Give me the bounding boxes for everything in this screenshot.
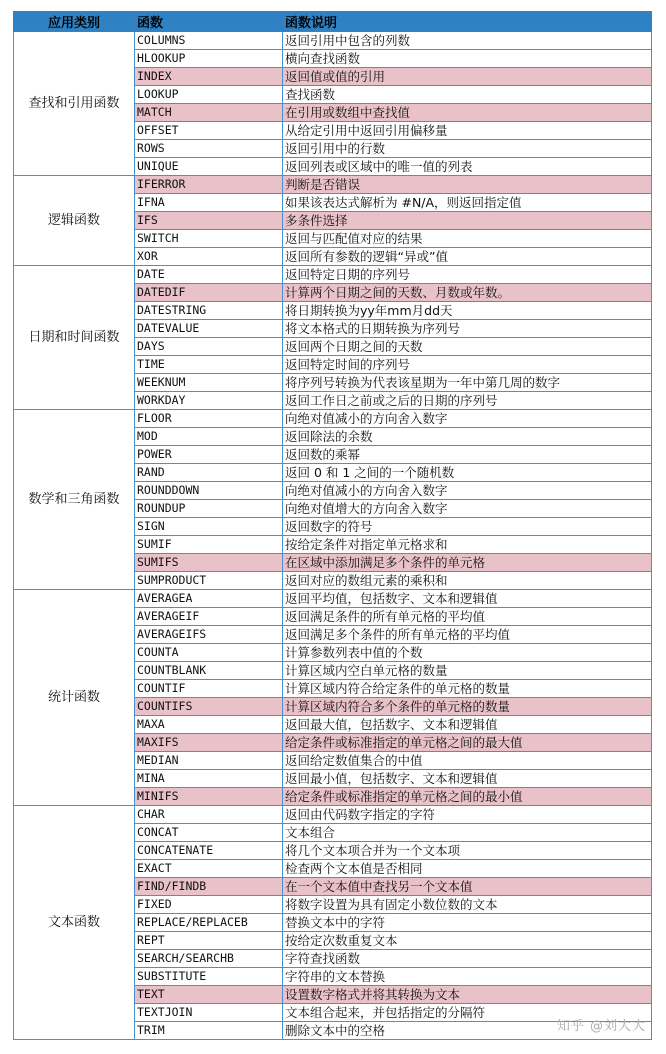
table-row [14,410,652,428]
function-name-cell: WEEKNUM [135,374,283,392]
function-description-cell: 返回所有参数的逻辑“异或”值 [283,248,652,266]
function-description-cell: 文本组合起来，并包括指定的分隔符 [283,1004,652,1022]
function-description-cell: 返回 0 和 1 之间的一个随机数 [283,464,652,482]
function-name-cell: WORKDAY [135,392,283,410]
function-name-cell: OFFSET [135,122,283,140]
function-description-cell: 返回两个日期之间的天数 [283,338,652,356]
header-function: 函数 [135,12,283,32]
category-cell: 日期和时间函数 [14,266,135,410]
function-description-cell: 向绝对值减小的方向舍入数字 [283,410,652,428]
function-name-cell: ROWS [135,140,283,158]
function-name-cell: REPLACE/REPLACEB [135,914,283,932]
function-name-cell: DATE [135,266,283,284]
function-description-cell: 返回与匹配值对应的结果 [283,230,652,248]
function-name-cell: CHAR [135,806,283,824]
function-description-cell: 向绝对值增大的方向舍入数字 [283,500,652,518]
function-name-cell: MEDIAN [135,752,283,770]
category-cell: 文本函数 [14,806,135,1040]
function-description-cell: 返回满足多个条件的所有单元格的平均值 [283,626,652,644]
function-name-cell: SWITCH [135,230,283,248]
function-description-cell: 返回由代码数字指定的字符 [283,806,652,824]
function-name-cell: IFS [135,212,283,230]
table-row [14,32,652,50]
function-name-cell: FLOOR [135,410,283,428]
function-name-cell: IFERROR [135,176,283,194]
function-name-cell: INDEX [135,68,283,86]
function-description-cell: 按给定次数重复文本 [283,932,652,950]
function-name-cell: FIXED [135,896,283,914]
table-header [14,12,652,32]
function-description-cell: 返回最大值，包括数字、文本和逻辑值 [283,716,652,734]
function-description-cell: 返回最小值，包括数字、文本和逻辑值 [283,770,652,788]
function-name-cell: DATEDIF [135,284,283,302]
category-cell: 数学和三角函数 [14,410,135,590]
function-description-cell: 返回特定时间的序列号 [283,356,652,374]
function-name-cell: CONCATENATE [135,842,283,860]
function-description-cell: 返回对应的数组元素的乘积和 [283,572,652,590]
function-description-cell: 计算区域内符合给定条件的单元格的数量 [283,680,652,698]
function-name-cell: TRIM [135,1022,283,1040]
function-name-cell: SEARCH/SEARCHB [135,950,283,968]
category-cell: 逻辑函数 [14,176,135,266]
function-name-cell: AVERAGEA [135,590,283,608]
function-name-cell: DATEVALUE [135,320,283,338]
function-description-cell: 查找函数 [283,86,652,104]
function-name-cell: COUNTA [135,644,283,662]
table-row [14,806,652,824]
function-name-cell: XOR [135,248,283,266]
function-description-cell: 将日期转换为yy年mm月dd天 [283,302,652,320]
function-name-cell: MAXIFS [135,734,283,752]
function-name-cell: TEXTJOIN [135,1004,283,1022]
function-description-cell: 返回值或值的引用 [283,68,652,86]
function-table [13,11,652,1040]
function-description-cell: 在一个文本值中查找另一个文本值 [283,878,652,896]
function-description-cell: 将数字设置为具有固定小数位数的文本 [283,896,652,914]
function-description-cell: 将序列号转换为代表该星期为一年中第几周的数字 [283,374,652,392]
function-description-cell: 替换文本中的字符 [283,914,652,932]
function-description-cell: 在引用或数组中查找值 [283,104,652,122]
function-name-cell: MOD [135,428,283,446]
function-description-cell: 返回除法的余数 [283,428,652,446]
function-name-cell: COUNTBLANK [135,662,283,680]
function-description-cell: 给定条件或标准指定的单元格之间的最大值 [283,734,652,752]
table-row [14,266,652,284]
function-description-cell: 按给定条件对指定单元格求和 [283,536,652,554]
function-name-cell: SUMPRODUCT [135,572,283,590]
function-name-cell: POWER [135,446,283,464]
function-name-cell: MINA [135,770,283,788]
function-description-cell: 返回数字的符号 [283,518,652,536]
header-category: 应用类别 [14,12,135,32]
category-cell: 统计函数 [14,590,135,806]
function-name-cell: EXACT [135,860,283,878]
header-row [14,12,652,32]
function-description-cell: 从给定引用中返回引用偏移量 [283,122,652,140]
table-row [14,590,652,608]
function-description-cell: 设置数字格式并将其转换为文本 [283,986,652,1004]
function-description-cell: 计算两个日期之间的天数、月数或年数。 [283,284,652,302]
function-description-cell: 多条件选择 [283,212,652,230]
function-description-cell: 将文本格式的日期转换为序列号 [283,320,652,338]
function-name-cell: MAXA [135,716,283,734]
function-name-cell: ROUNDDOWN [135,482,283,500]
function-name-cell: COUNTIFS [135,698,283,716]
function-name-cell: SUBSTITUTE [135,968,283,986]
function-description-cell: 将几个文本项合并为一个文本项 [283,842,652,860]
header-description: 函数说明 [283,12,652,32]
function-name-cell: SIGN [135,518,283,536]
function-description-cell: 返回给定数值集合的中值 [283,752,652,770]
function-name-cell: DAYS [135,338,283,356]
function-description-cell: 返回平均值，包括数字、文本和逻辑值 [283,590,652,608]
function-name-cell: MINIFS [135,788,283,806]
function-description-cell: 在区域中添加满足多个条件的单元格 [283,554,652,572]
function-name-cell: UNIQUE [135,158,283,176]
function-name-cell: LOOKUP [135,86,283,104]
function-name-cell: COLUMNS [135,32,283,50]
function-name-cell: ROUNDUP [135,500,283,518]
function-name-cell: AVERAGEIF [135,608,283,626]
function-table-container [13,11,651,1040]
function-description-cell: 返回列表或区域中的唯一值的列表 [283,158,652,176]
function-description-cell: 返回数的乘幂 [283,446,652,464]
function-description-cell: 判断是否错误 [283,176,652,194]
function-description-cell: 向绝对值减小的方向舍入数字 [283,482,652,500]
function-description-cell: 计算参数列表中值的个数 [283,644,652,662]
function-name-cell: DATESTRING [135,302,283,320]
function-description-cell: 如果该表达式解析为 #N/A，则返回指定值 [283,194,652,212]
function-name-cell: IFNA [135,194,283,212]
function-description-cell: 返回引用中的行数 [283,140,652,158]
category-cell: 查找和引用函数 [14,32,135,176]
function-name-cell: SUMIF [135,536,283,554]
table-body [14,32,652,1040]
function-name-cell: FIND/FINDB [135,878,283,896]
function-description-cell: 删除文本中的空格 [283,1022,652,1040]
function-description-cell: 返回特定日期的序列号 [283,266,652,284]
function-name-cell: REPT [135,932,283,950]
function-description-cell: 横向查找函数 [283,50,652,68]
function-description-cell: 计算区域内空白单元格的数量 [283,662,652,680]
function-name-cell: SUMIFS [135,554,283,572]
function-name-cell: TEXT [135,986,283,1004]
function-description-cell: 文本组合 [283,824,652,842]
function-name-cell: AVERAGEIFS [135,626,283,644]
watermark: 知乎 @刘大大 [556,1019,646,1034]
function-name-cell: HLOOKUP [135,50,283,68]
function-name-cell: COUNTIF [135,680,283,698]
function-description-cell: 返回满足条件的所有单元格的平均值 [283,608,652,626]
function-description-cell: 检查两个文本值是否相同 [283,860,652,878]
function-description-cell: 返回工作日之前或之后的日期的序列号 [283,392,652,410]
function-description-cell: 计算区域内符合多个条件的单元格的数量 [283,698,652,716]
function-name-cell: MATCH [135,104,283,122]
function-description-cell: 字符串的文本替换 [283,968,652,986]
function-name-cell: TIME [135,356,283,374]
function-name-cell: RAND [135,464,283,482]
function-name-cell: CONCAT [135,824,283,842]
function-description-cell: 字符查找函数 [283,950,652,968]
function-description-cell: 返回引用中包含的列数 [283,32,652,50]
function-description-cell: 给定条件或标准指定的单元格之间的最小值 [283,788,652,806]
table-row [14,176,652,194]
